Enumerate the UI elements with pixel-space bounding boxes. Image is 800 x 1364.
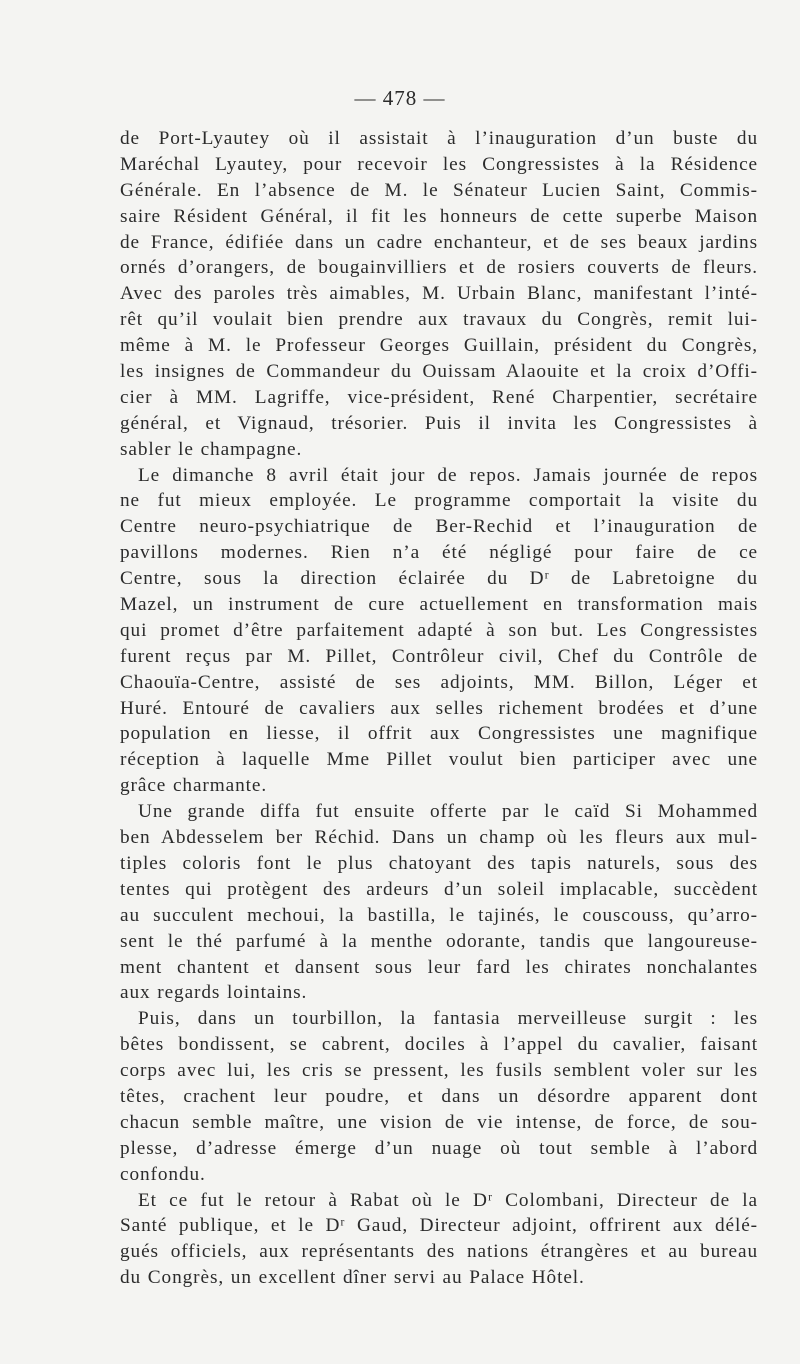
text-line: bêtes bondissent, se cabrent, dociles à l’appel du cavalier, faisant: [120, 1034, 758, 1056]
text-line: Avec des paroles très aimables, M. Urbain Blanc, manifestant l’inté-: [120, 283, 758, 305]
text-line: sabler le champagne.: [120, 438, 303, 460]
text-line: chacun semble maître, une vision de vie intense, de force, de sou-: [120, 1111, 758, 1133]
text-line: Générale. En l’absence de M. le Sénateur Lucien Saint, Commis-: [120, 179, 758, 201]
text-line: pavillons modernes. Rien n’a été négligé pour faire de ce: [120, 542, 758, 564]
text-line: plesse, d’adresse émerge d’un nuage où tout semble à l’abord: [120, 1137, 758, 1159]
text-line: du Congrès, un excellent dîner servi au Palace Hôtel.: [120, 1267, 585, 1289]
text-line: même à M. le Professeur Georges Guillain, président du Congrès,: [120, 335, 758, 357]
text-line: ne fut mieux employée. Le programme comportait la visite du: [120, 490, 758, 512]
text-line: tentes qui protègent des ardeurs d’un soleil implacable, succèdent: [120, 878, 758, 900]
text-line: têtes, crachent leur poudre, et dans un désordre apparent dont: [120, 1085, 758, 1107]
text-line: au succulent mechoui, la bastilla, le tajinés, le couscouss, qu’arro-: [120, 904, 758, 926]
text-line: Le dimanche 8 avril était jour de repos. Jamais journée de repos: [138, 464, 758, 486]
text-line: Puis, dans un tourbillon, la fantasia merveilleuse surgit : les: [138, 1008, 758, 1030]
text-line: qui promet d’être parfaitement adapté à son but. Les Congressistes: [120, 619, 758, 641]
body-text: [120, 126, 758, 1291]
text-line: les insignes de Commandeur du Ouissam Alaouite et la croix d’Offi-: [120, 361, 758, 383]
text-line: ben Abdesselem ber Réchid. Dans un champ où les fleurs aux mul-: [120, 827, 758, 849]
text-line: général, et Vignaud, trésorier. Puis il invita les Congressistes à: [120, 412, 758, 434]
text-line: ornés d’orangers, de bougainvilliers et de rosiers couverts de fleurs.: [120, 257, 758, 279]
text-line: grâce charmante.: [120, 775, 268, 797]
text-line: rêt qu’il voulait bien prendre aux travaux du Congrès, remit lui-: [120, 309, 758, 331]
text-line: de France, édifiée dans un cadre enchanteur, et de ses beaux jardins: [120, 231, 758, 253]
text-line: Centre neuro-psychiatrique de Ber-Rechid et l’inauguration de: [120, 516, 758, 538]
text-line: Une grande diffa fut ensuite offerte par le caïd Si Mohammed: [138, 801, 758, 823]
text-line: aux regards lointains.: [120, 982, 308, 1004]
text-line: sent le thé parfumé à la menthe odorante, tandis que langoureuse-: [120, 930, 758, 952]
text-line: Centre, sous la direction éclairée du Dʳ de Labretoigne du: [120, 568, 758, 590]
text-line: gués officiels, aux représentants des nations étrangères et au bureau: [120, 1241, 758, 1263]
text-line: population en liesse, il offrit aux Congressistes une magnifique: [120, 723, 758, 745]
text-line: Et ce fut le retour à Rabat où le Dʳ Colombani, Directeur de la: [138, 1189, 758, 1211]
text-line: réception à laquelle Mme Pillet voulut bien participer avec une: [120, 749, 758, 771]
text-line: confondu.: [120, 1163, 206, 1185]
text-line: Santé publique, et le Dʳ Gaud, Directeur adjoint, offrirent aux délé-: [120, 1215, 758, 1237]
text-line: cier à MM. Lagriffe, vice-président, René Charpentier, secrétaire: [120, 386, 758, 408]
text-line: Huré. Entouré de cavaliers aux selles richement brodées et d’une: [120, 697, 758, 719]
text-line: saire Résident Général, il fit les honneurs de cette superbe Maison: [120, 205, 758, 227]
text-line: Maréchal Lyautey, pour recevoir les Congressistes à la Résidence: [120, 153, 758, 175]
text-line: ment chantent et dansent sous leur fard les chirates nonchalantes: [120, 956, 758, 978]
page-number: — 478 —: [354, 86, 446, 110]
text-line: de Port-Lyautey où il assistait à l’inauguration d’un buste du: [120, 128, 758, 149]
text-line: corps avec lui, les cris se pressent, les fusils semblent voler sur les: [120, 1060, 758, 1082]
text-line: tiples coloris font le plus chatoyant des tapis naturels, sous des: [120, 852, 758, 874]
text-line: furent reçus par M. Pillet, Contrôleur civil, Chef du Contrôle de: [120, 645, 758, 667]
text-line: Chaouïa-Centre, assisté de ses adjoints, MM. Billon, Léger et: [120, 671, 758, 693]
text-line: Mazel, un instrument de cure actuellement en transformation mais: [120, 594, 758, 616]
